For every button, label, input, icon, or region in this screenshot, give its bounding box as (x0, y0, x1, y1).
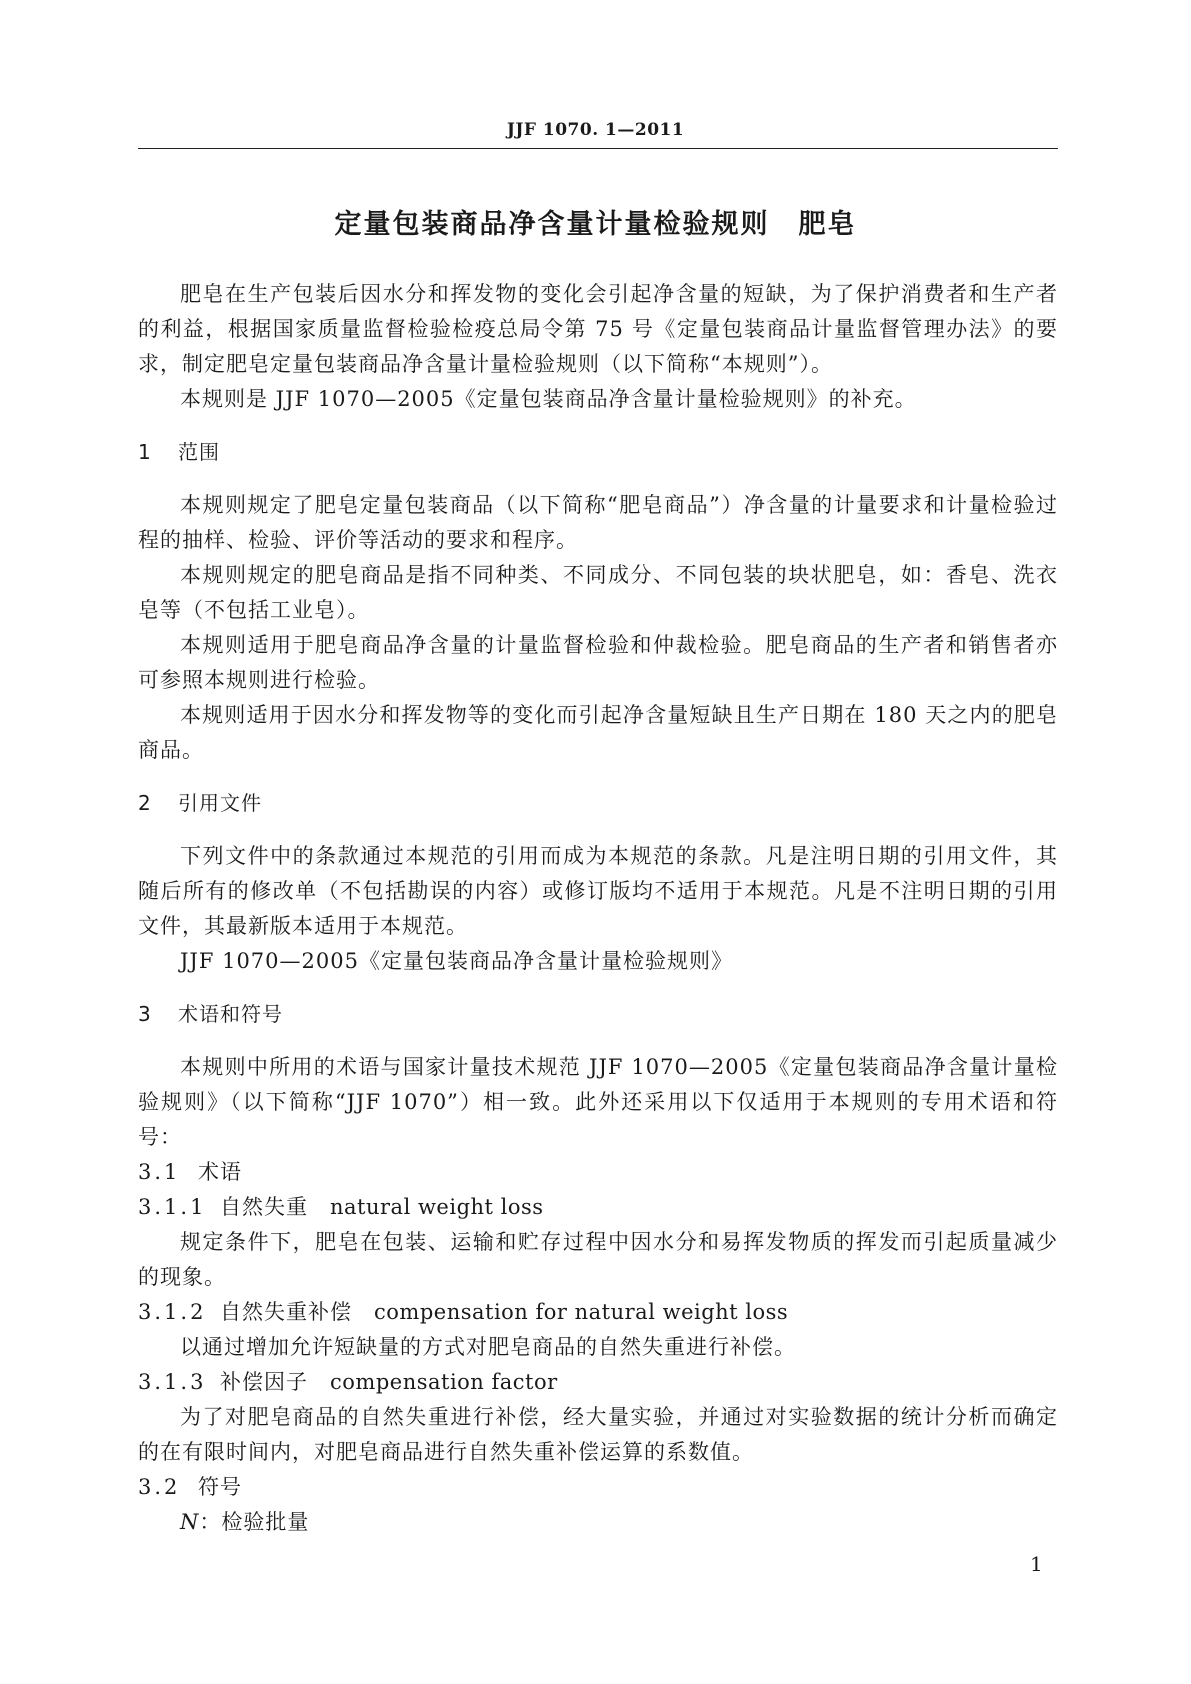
term-3-1-1-en: natural weight loss (330, 1195, 544, 1219)
section-1-paragraph-4: 本规则适用于因水分和挥发物等的变化而引起净含量短缺且生产日期在 180 天之内的肥皂商品。 (138, 703, 1058, 762)
symbol-definition-n (138, 1505, 1058, 1540)
document-title: 定量包装商品净含量计量检验规则 肥皂 (334, 209, 857, 240)
subsection-3-2-heading (138, 1470, 1058, 1505)
section-2-number: 2 (138, 791, 152, 815)
section-3-intro: 本规则中所用的术语与国家计量技术规范 JJF 1070—2005《定量包装商品净含量计量检验规则》（以下简称“JJF 1070”）相一致。此外还采用以下仅适用于本规则的专用术语和符号： (138, 1055, 1058, 1149)
section-2-heading (138, 786, 1058, 821)
term-3-1-2-zh: 自然失重补偿 (220, 1300, 352, 1324)
section-2-reference: JJF 1070—2005《定量包装商品净含量计量检验规则》 (180, 949, 733, 973)
symbol-n: N (180, 1510, 200, 1534)
section-3-title: 术语和符号 (178, 1002, 283, 1026)
header-rule-divider (138, 148, 1058, 149)
section-2-paragraph-1: 下列文件中的条款通过本规范的引用而成为本规范的条款。凡是注明日期的引用文件，其随后所有的修改单（不包括勘误的内容）或修订版均不适用于本规范。凡是不注明日期的引用文件，其最新版本适用于本规范。 (138, 844, 1058, 938)
term-3-1-1-definition: 规定条件下，肥皂在包装、运输和贮存过程中因水分和易挥发物质的挥发而引起质量减少的现象。 (138, 1230, 1058, 1289)
term-3-1-2-definition: 以通过增加允许短缺量的方式对肥皂商品的自然失重进行补偿。 (180, 1335, 796, 1359)
subsection-3-2-number: 3.2 (138, 1475, 181, 1499)
section-1-number: 1 (138, 440, 152, 464)
term-3-1-1-heading (138, 1190, 1058, 1225)
standard-code-header: JJF 1070. 1—2011 (506, 120, 685, 140)
term-3-1-3-number: 3.1.3 (138, 1370, 207, 1394)
term-3-1-1-zh: 自然失重 (220, 1195, 308, 1219)
section-1-paragraph-3: 本规则适用于肥皂商品净含量的计量监督检验和仲裁检验。肥皂商品的生产者和销售者亦可参照本规则进行检验。 (138, 633, 1058, 692)
term-3-1-1-number: 3.1.1 (138, 1195, 207, 1219)
term-3-1-2-heading (138, 1295, 1058, 1330)
section-2-title: 引用文件 (178, 791, 262, 815)
symbol-n-separator: ： (199, 1510, 222, 1534)
section-3-heading (138, 997, 1058, 1032)
section-1-title: 范围 (178, 440, 220, 464)
term-3-1-2-number: 3.1.2 (138, 1300, 207, 1324)
intro-paragraph-2: 本规则是 JJF 1070—2005《定量包装商品净含量计量检验规则》的补充。 (180, 387, 917, 411)
term-3-1-2-en: compensation for natural weight loss (374, 1300, 789, 1324)
intro-paragraph-1: 肥皂在生产包装后因水分和挥发物的变化会引起净含量的短缺，为了保护消费者和生产者的利益，根据国家质量监督检验检疫总局令第 75 号《定量包装商品计量监督管理办法》的要求，制定肥皂定量包装商品净含量计量检验规则（以下简称“本规则”）。 (138, 282, 1058, 376)
term-3-1-3-definition: 为了对肥皂商品的自然失重进行补偿，经大量实验，并通过对实验数据的统计分析而确定的在有限时间内，对肥皂商品进行自然失重补偿运算的系数值。 (138, 1405, 1058, 1464)
subsection-3-1-number: 3.1 (138, 1160, 181, 1184)
section-3-number: 3 (138, 1002, 152, 1026)
page-number: 1 (1030, 1552, 1043, 1576)
term-3-1-3-zh: 补偿因子 (220, 1370, 308, 1394)
subsection-3-2-title: 符号 (198, 1475, 242, 1499)
subsection-3-1-heading (138, 1155, 1058, 1190)
term-3-1-3-heading (138, 1365, 1058, 1400)
term-3-1-3-en: compensation factor (330, 1370, 558, 1394)
symbol-n-meaning: 检验批量 (221, 1510, 310, 1534)
section-1-heading (138, 435, 1058, 470)
section-1-paragraph-1: 本规则规定了肥皂定量包装商品（以下简称“肥皂商品”）净含量的计量要求和计量检验过程的抽样、检验、评价等活动的要求和程序。 (138, 493, 1058, 552)
section-1-paragraph-2: 本规则规定的肥皂商品是指不同种类、不同成分、不同包装的块状肥皂，如：香皂、洗衣皂等（不包括工业皂）。 (138, 563, 1058, 622)
document-body (138, 277, 1058, 1540)
subsection-3-1-title: 术语 (198, 1160, 242, 1184)
